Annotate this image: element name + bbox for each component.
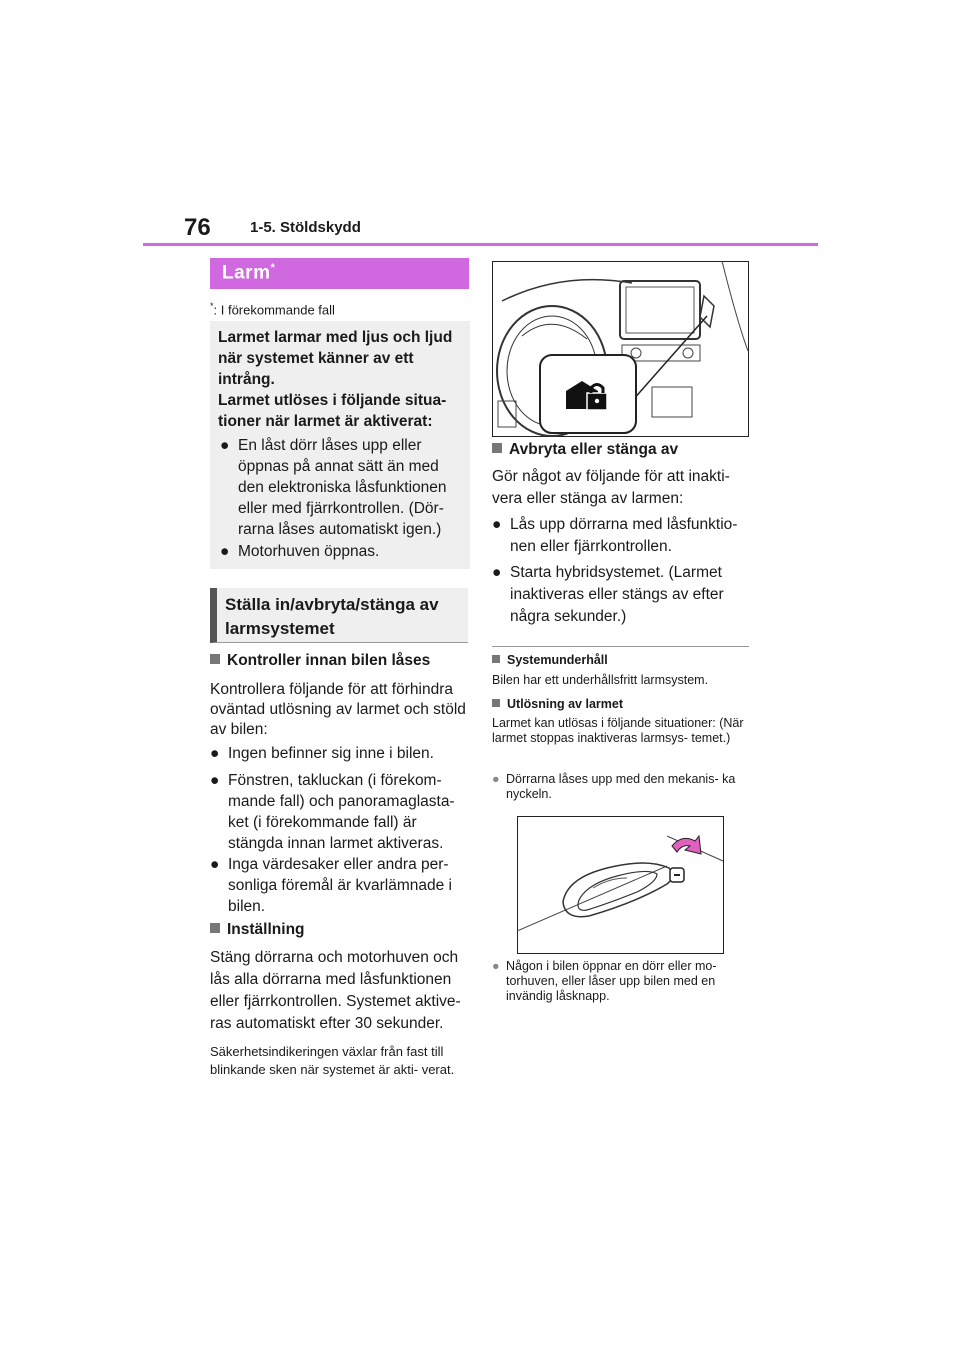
footnote	[210, 301, 335, 317]
bullet-dot-icon: ●	[210, 745, 220, 762]
info-lead-2: Larmet utlöses i följande situa- tioner när larmet är aktiverat:	[218, 392, 447, 430]
trigger-text: Larmet kan utlösas i följande situationer: (När larmet stoppas inaktiveras larmsys- temet.)	[492, 716, 744, 745]
list-item	[210, 743, 468, 764]
list-item	[492, 562, 750, 628]
section-heading-box	[210, 588, 468, 643]
larm-title-sup: *	[270, 262, 276, 274]
setting-text: Stäng dörrarna och motorhuven och lås alla dörrarna med låsfunktionen eller fjärrkontrollen. Systemet aktive- ras automatiskt efter 30 sekunder.	[210, 949, 461, 1032]
dashboard-illustration	[492, 261, 749, 437]
bullet-dot-icon: ●	[210, 772, 220, 789]
bullet-dot-icon: ●	[210, 856, 220, 873]
cancel-intro: Gör något av följande för att inakti- vera eller stänga av larmen:	[492, 468, 730, 507]
setting-heading-text: Inställning	[227, 921, 305, 938]
list-item-text: Inga värdesaker eller andra per- sonliga föremål är kvarlämnade i bilen.	[228, 856, 452, 915]
larm-title-text: Larm	[222, 262, 271, 284]
square-bullet-icon	[492, 699, 500, 707]
trigger-heading	[492, 697, 623, 712]
cancel-heading	[492, 441, 678, 459]
cancel-heading-text: Avbryta eller stänga av	[509, 441, 679, 458]
larm-banner	[210, 258, 469, 289]
footnote-text: : I förekommande fall	[213, 302, 335, 318]
list-item-text: Motorhuven öppnas.	[238, 543, 380, 560]
list-item	[220, 541, 468, 562]
bullet-dot-icon: ●	[492, 564, 502, 581]
larm-banner-title	[222, 262, 275, 284]
list-item-text: Dörrarna låses upp med den mekanis- ka nyckeln.	[506, 772, 736, 801]
list-item	[220, 435, 468, 540]
info-lead	[218, 327, 466, 432]
list-item	[492, 514, 750, 558]
list-item	[492, 959, 750, 1004]
list-item-text: Starta hybridsystemet. (Larmet inaktiveras eller stängs av efter några sekunder.)	[510, 564, 724, 625]
square-bullet-icon	[492, 443, 502, 453]
bullet-dot-icon: ●	[220, 437, 230, 454]
maint-heading	[492, 653, 608, 668]
maint-text: Bilen har ett underhållsfritt larmsystem.	[492, 673, 709, 687]
check-heading	[210, 652, 430, 670]
setting-note: Säkerhetsindikeringen växlar från fast till blinkande sken när systemet är akti- verat.	[210, 1044, 455, 1077]
trigger-heading-text: Utlösning av larmet	[507, 697, 623, 711]
info-box	[210, 321, 470, 569]
info-lead-1: Larmet larmar med ljus och ljud när systemet känner av ett intrång.	[218, 329, 453, 388]
bullet-dot-icon: ●	[492, 516, 502, 533]
list-item-text: Ingen befinner sig inne i bilen.	[228, 745, 434, 762]
bullet-dot-icon: ●	[492, 959, 500, 973]
bullet-dot-icon: ●	[220, 543, 230, 560]
list-item-text: En låst dörr låses upp eller öppnas på annat sätt än med den elektroniska låsfunktionen eller med fjärrkontrollen. (Dör- rarna låses automatiskt igen.)	[238, 437, 447, 538]
list-item-text: Fönstren, takluckan (i förekom- mande fall) och panoramaglasta- ket (i förekommande fall) är stängda innan larmet aktiveras.	[228, 772, 455, 852]
list-item	[210, 854, 468, 917]
notes-divider	[492, 646, 749, 647]
page-number: 76	[184, 214, 211, 241]
section-reference: 1-5. Stöldskydd	[250, 219, 361, 236]
door-handle-illustration	[517, 816, 724, 954]
header-rule	[143, 243, 818, 246]
square-bullet-icon	[492, 655, 500, 663]
maint-heading-text: Systemunderhåll	[507, 653, 608, 667]
square-bullet-icon	[210, 654, 220, 664]
square-bullet-icon	[210, 923, 220, 933]
setting-heading	[210, 921, 305, 939]
list-item	[210, 770, 468, 854]
list-item-text: Lås upp dörrarna med låsfunktio- nen eller fjärrkontrollen.	[510, 516, 738, 555]
check-intro: Kontrollera följande för att förhindra oväntad utlösning av larmet och stöld av bilen:	[210, 681, 466, 738]
section-heading: Ställa in/avbryta/stänga av larmsystemet	[225, 595, 439, 638]
check-heading-text: Kontroller innan bilen låses	[227, 652, 431, 669]
list-item-text: Någon i bilen öppnar en dörr eller mo- torhuven, eller låser upp bilen med en invändig låsknapp.	[506, 959, 717, 1003]
footnote-mark: *	[210, 301, 214, 311]
list-item	[492, 772, 750, 802]
bullet-dot-icon: ●	[492, 772, 500, 786]
